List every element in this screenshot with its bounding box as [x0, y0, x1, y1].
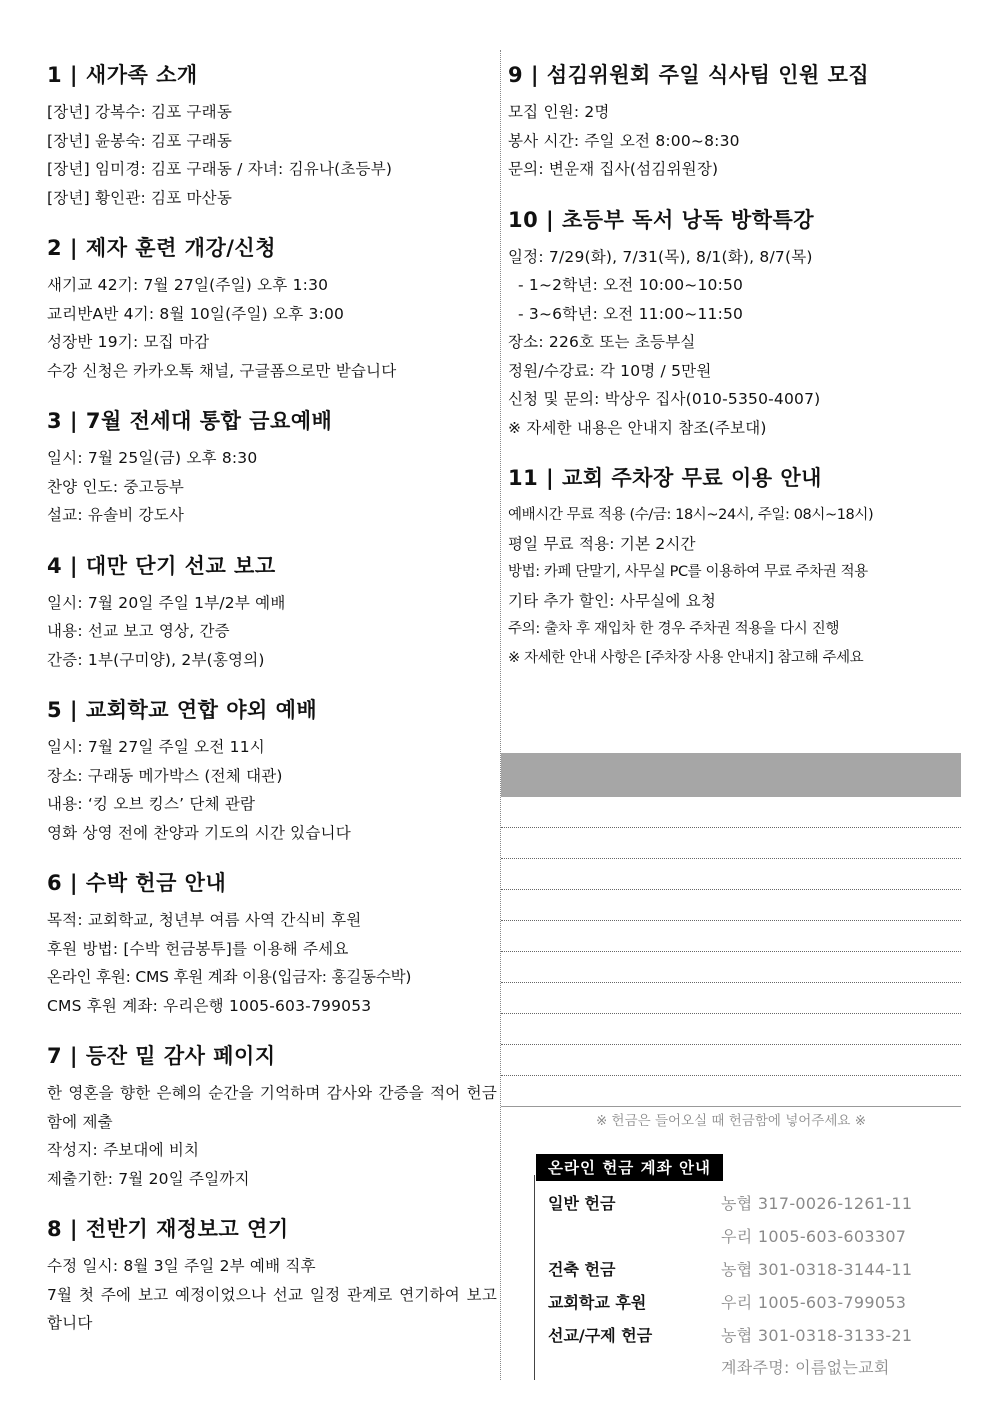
body-line: 온라인 후원: CMS 후원 계좌 이용(입금자: 홍길동수박)	[47, 968, 412, 986]
section-outdoor-worship	[47, 693, 497, 847]
section-discipleship	[47, 231, 497, 385]
section-title: 8 | 전반기 재정보고 연기	[47, 1217, 289, 1241]
body-line: CMS 후원 계좌: 우리은행 1005-603-799053	[47, 996, 372, 1015]
body-line: [장년] 임미경: 김포 구래동 / 자녀: 김유나(초등부)	[47, 160, 393, 178]
section-title: 9 | 섬김위원회 주일 식사팀 인원 모집	[508, 63, 870, 87]
section-watermelon-offering	[47, 866, 497, 1020]
body-line: ※ 자세한 안내 사항은 [주차장 사용 안내지] 참고해 주세요	[508, 649, 864, 666]
section-title: 11 | 교회 주차장 무료 이용 안내	[508, 466, 822, 490]
section-title: 6 | 수박 헌금 안내	[47, 871, 227, 895]
section-title: 3 | 7월 전세대 통합 금요예배	[47, 409, 333, 433]
section-title: 7 | 등잔 밑 감사 페이지	[47, 1044, 276, 1068]
body-line: 수정 일시: 8월 3일 주일 2부 예배 직후	[47, 1257, 316, 1275]
memo-line	[501, 1045, 961, 1076]
section-parking	[508, 461, 960, 672]
body-line: 봉사 시간: 주일 오전 8:00~8:30	[508, 131, 740, 150]
body-line: 성장반 19기: 모집 마감	[47, 333, 210, 351]
online-offering-title: 온라인 헌금 계좌 안내	[536, 1154, 723, 1181]
memo-line	[501, 1076, 961, 1107]
body-line: 내용: ‘킹 오브 킹스’ 단체 관람	[47, 795, 256, 813]
memo-line	[501, 952, 961, 983]
body-line: 문의: 변운재 집사(섬김위원장)	[508, 160, 719, 178]
body-line: 새기교 42기: 7월 27일(주일) 오후 1:30	[47, 276, 329, 294]
memo-line	[501, 859, 961, 890]
account-number: 농협 301-0318-3133-21	[721, 1326, 913, 1345]
account-number: 농협 301-0318-3144-11	[721, 1260, 913, 1279]
body-line: 주의: 출차 후 재입차 한 경우 주차권 적용을 다시 진행	[508, 621, 840, 637]
body-line: 모집 인원: 2명	[508, 103, 610, 121]
body-line: 일시: 7월 20일 주일 1부/2부 예배	[47, 593, 286, 612]
body-line: [장년] 윤봉숙: 김포 구래동	[47, 131, 233, 150]
memo-line	[501, 983, 961, 1014]
memo-line	[501, 828, 961, 859]
body-line: 찬양 인도: 중고등부	[47, 477, 185, 496]
body-line: 영화 상영 전에 찬양과 기도의 시간 있습니다	[47, 823, 351, 842]
account-label: 선교/구제 헌금	[548, 1326, 653, 1345]
account-number: 농협 317-0026-1261-11	[721, 1194, 913, 1213]
section-title: 1 | 새가족 소개	[47, 63, 198, 87]
body-line: 신청 및 문의: 박상우 집사(010-5350-4007)	[508, 390, 821, 408]
body-line: 7월 첫 주에 보고 예정이었으나 선교 일정 관계로 연기하여 보고합니다	[47, 1285, 497, 1332]
online-offering-accounts	[534, 1175, 961, 1380]
body-line: 설교: 유솔비 강도사	[47, 506, 185, 524]
account-label: 교회학교 후원	[548, 1293, 647, 1312]
body-line: 방법: 카페 단말기, 사무실 PC를 이용하여 무료 주차권 적용	[508, 564, 868, 580]
section-title: 5 | 교회학교 연합 야외 예배	[47, 698, 318, 722]
body-line: 정원/수강료: 각 10명 / 5만원	[508, 361, 712, 380]
section-meal-team	[508, 58, 960, 184]
body-line: 일시: 7월 27일 주일 오전 11시	[47, 738, 265, 756]
section-finance-report	[47, 1212, 497, 1338]
body-line: 내용: 선교 보고 영상, 간증	[47, 622, 230, 640]
section-friday-worship	[47, 404, 497, 530]
section-thanks-page	[47, 1039, 497, 1193]
body-line: 교리반A반 4기: 8월 10일(주일) 오후 3:00	[47, 304, 345, 323]
memo-header-bar	[501, 753, 961, 797]
body-line: 간증: 1부(구미양), 2부(홍영의)	[47, 650, 265, 669]
account-label: 일반 헌금	[548, 1194, 616, 1213]
memo-lines	[501, 797, 961, 1107]
body-line: ※ 자세한 내용은 안내지 참조(주보대)	[508, 418, 767, 437]
memo-line	[501, 890, 961, 921]
account-number: 우리 1005-603-799053	[721, 1293, 907, 1312]
body-line: 일시: 7월 25일(금) 오후 8:30	[47, 449, 258, 467]
body-line: 장소: 226호 또는 초등부실	[508, 333, 696, 351]
section-title: 4 | 대만 단기 선교 보고	[47, 553, 276, 578]
section-reading-class	[508, 203, 960, 443]
body-line: - 1~2학년: 오전 10:00~10:50	[518, 276, 744, 294]
body-line: 제출기한: 7월 20일 주일까지	[47, 1169, 250, 1188]
column-divider	[500, 50, 501, 1380]
body-line: 예배시간 무료 적용 (수/금: 18시~24시, 주일: 08시~18시)	[508, 507, 874, 523]
offering-note: ※ 헌금은 들어오실 때 헌금함에 넣어주세요 ※	[595, 1113, 867, 1129]
section-taiwan-mission	[47, 549, 497, 675]
memo-line	[501, 1014, 961, 1045]
body-line: 한 영혼을 향한 은혜의 순간을 기억하며 감사와 간증을 적어 헌금함에 제출	[47, 1084, 497, 1131]
body-line: 수강 신청은 카카오톡 채널, 구글폼으로만 받습니다	[47, 361, 397, 380]
account-number: 우리 1005-603-603307	[721, 1227, 907, 1246]
section-new-family	[47, 58, 497, 212]
right-column	[508, 58, 960, 691]
body-line: 목적: 교회학교, 청년부 여름 사역 간식비 후원	[47, 911, 362, 929]
body-line: 작성지: 주보대에 비치	[47, 1141, 200, 1159]
section-title: 10 | 초등부 독서 낭독 방학특강	[508, 207, 815, 232]
body-line: [장년] 황인관: 김포 마산동	[47, 188, 233, 207]
body-line: 장소: 구래동 메가박스 (전체 대관)	[47, 766, 283, 785]
account-label: 건축 헌금	[548, 1260, 616, 1279]
body-line: 후원 방법: [수박 헌금봉투]를 이용해 주세요	[47, 939, 349, 958]
left-column	[47, 58, 497, 1357]
memo-line	[501, 797, 961, 828]
body-line: 기타 추가 할인: 사무실에 요청	[508, 591, 717, 610]
body-line: 일정: 7/29(화), 7/31(목), 8/1(화), 8/7(목)	[508, 247, 813, 266]
section-title: 2 | 제자 훈련 개강/신청	[47, 236, 276, 260]
body-line: 평일 무료 적용: 기본 2시간	[508, 534, 696, 553]
body-line: - 3~6학년: 오전 11:00~11:50	[518, 304, 744, 323]
account-holder: 계좌주명: 이름없는교회	[721, 1358, 890, 1377]
memo-line	[501, 921, 961, 952]
body-line: [장년] 강복수: 김포 구래동	[47, 103, 233, 121]
